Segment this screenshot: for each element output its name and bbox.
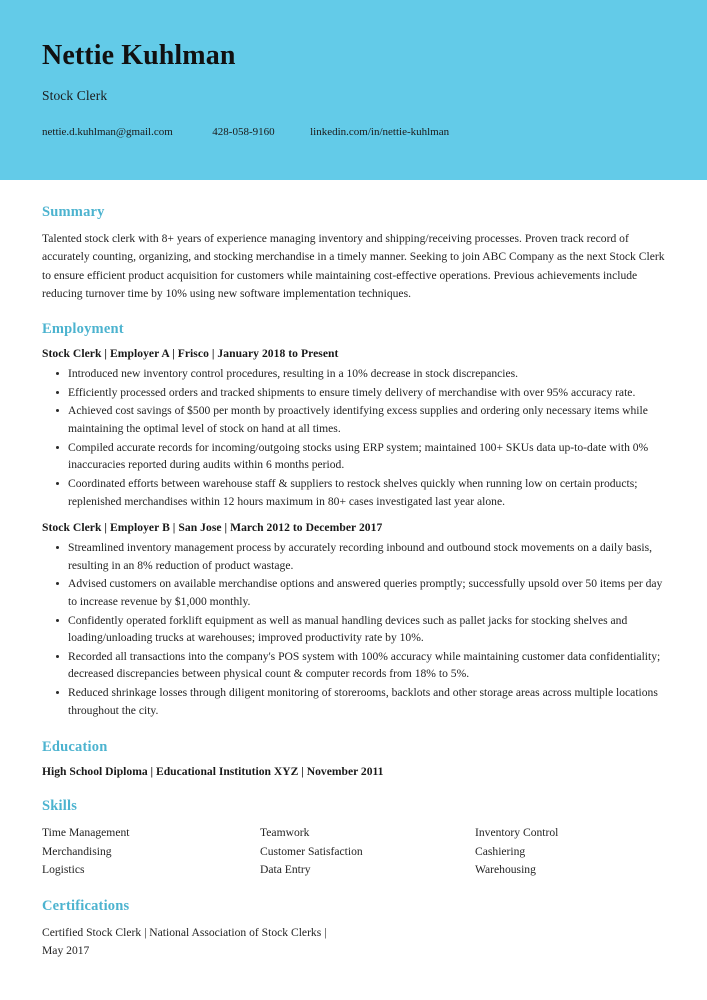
contact-row (42, 126, 665, 138)
section-summary (42, 180, 665, 303)
section-certifications (42, 879, 665, 960)
education-entry: High School Diploma | Educational Institution XYZ | November 2011 (42, 765, 384, 779)
contact-phone[interactable]: 428-058-9160 (212, 126, 275, 139)
section-employment (42, 303, 665, 719)
job-heading: Stock Clerk | Employer B | San Jose | March 2012 to December 2017 (42, 521, 383, 535)
job-entry (42, 521, 665, 719)
section-title-education: Education (42, 739, 108, 756)
job-bullet: Confidently operated forklift equipment as well as manual handling devices such as pallet jacks for stocking shelves and loading/unloading trucks at warehouses; improved productivity rate by 10%. (68, 612, 665, 647)
skills-grid (42, 824, 665, 879)
job-bullet: Coordinated efforts between warehouse staff & suppliers to restock shelves quickly when running low on certain products; replenished merchandises within 12 hours maximum in 80+ cases investigated last year alone. (68, 475, 665, 510)
skill-item: Teamwork (260, 826, 310, 840)
skill-item: Data Entry (260, 862, 311, 876)
skill-item: Time Management (42, 826, 130, 840)
job-bullet: Reduced shrinkage losses through diligent monitoring of storerooms, backlots and other storage areas across multiple locations throughout the city. (68, 684, 665, 719)
skill-item: Warehousing (475, 862, 536, 876)
section-skills (42, 778, 665, 879)
section-title-employment: Employment (42, 321, 124, 338)
section-title-summary: Summary (42, 204, 105, 220)
candidate-name: Nettie Kuhlman (42, 40, 236, 71)
job-bullet: Achieved cost savings of $500 per month by proactively identifying excess supplies and ordering only necessary items while maintaining the optimal level of stock on hand at all times. (68, 402, 665, 437)
job-bullet: Recorded all transactions into the company's POS system with 100% accuracy while maintaining customer data confidentiality; decreased discrepancies between physical count & computer records from 18% to 5%. (68, 648, 665, 683)
section-education (42, 720, 665, 778)
resume-body (0, 180, 707, 960)
section-title-certifications: Certifications (42, 898, 130, 915)
job-bullet: Efficiently processed orders and tracked shipments to ensure timely delivery of merchandise with over 95% accuracy rate. (68, 384, 665, 402)
candidate-job-title: Stock Clerk (42, 88, 108, 104)
job-bullets (42, 539, 665, 719)
skill-item: Cashiering (475, 844, 526, 858)
job-bullet: Streamlined inventory management process by accurately recording inbound and outbound stock movements on a daily basis, resulting in an 8% reduction of product wastage. (68, 539, 665, 574)
certification-entry: Certified Stock Clerk | National Association of Stock Clerks | May 2017 (42, 926, 327, 958)
job-bullet: Advised customers on available merchandise options and answered queries promptly; successfully upsold over 50 items per day to increase revenue by $1,000 monthly. (68, 575, 665, 610)
resume-header-band (0, 0, 707, 180)
summary-text: Talented stock clerk with 8+ years of experience managing inventory and shipping/receiving processes. Proven track record of accurately counting, organizing, and stocking merchandise in a timely manner. Seeking to join ABC Company as the next Stock Clerk to ensure efficient product acquisition for customers while maintaining cost-effective operations. Previous achievements include reducing turnover time by 10% using new software implementation techniques. (42, 232, 665, 300)
job-bullets (42, 365, 665, 510)
section-title-skills: Skills (42, 798, 78, 815)
job-heading: Stock Clerk | Employer A | Frisco | January 2018 to Present (42, 347, 339, 361)
skill-item: Merchandising (42, 844, 112, 858)
skill-item: Inventory Control (475, 826, 559, 840)
job-entry (42, 347, 665, 510)
contact-linkedin[interactable]: linkedin.com/in/nettie-kuhlman (310, 126, 450, 139)
contact-email[interactable]: nettie.d.kuhlman@gmail.com (42, 126, 173, 139)
job-bullet: Compiled accurate records for incoming/outgoing stocks using ERP system; maintained 100+ SKUs data up-to-date with 0% inaccuracies reported during audits within 6 months period. (68, 439, 665, 474)
job-bullet: Introduced new inventory control procedures, resulting in a 10% decrease in stock discrepancies. (68, 365, 665, 383)
skill-item: Customer Satisfaction (260, 844, 363, 858)
skill-item: Logistics (42, 862, 85, 876)
